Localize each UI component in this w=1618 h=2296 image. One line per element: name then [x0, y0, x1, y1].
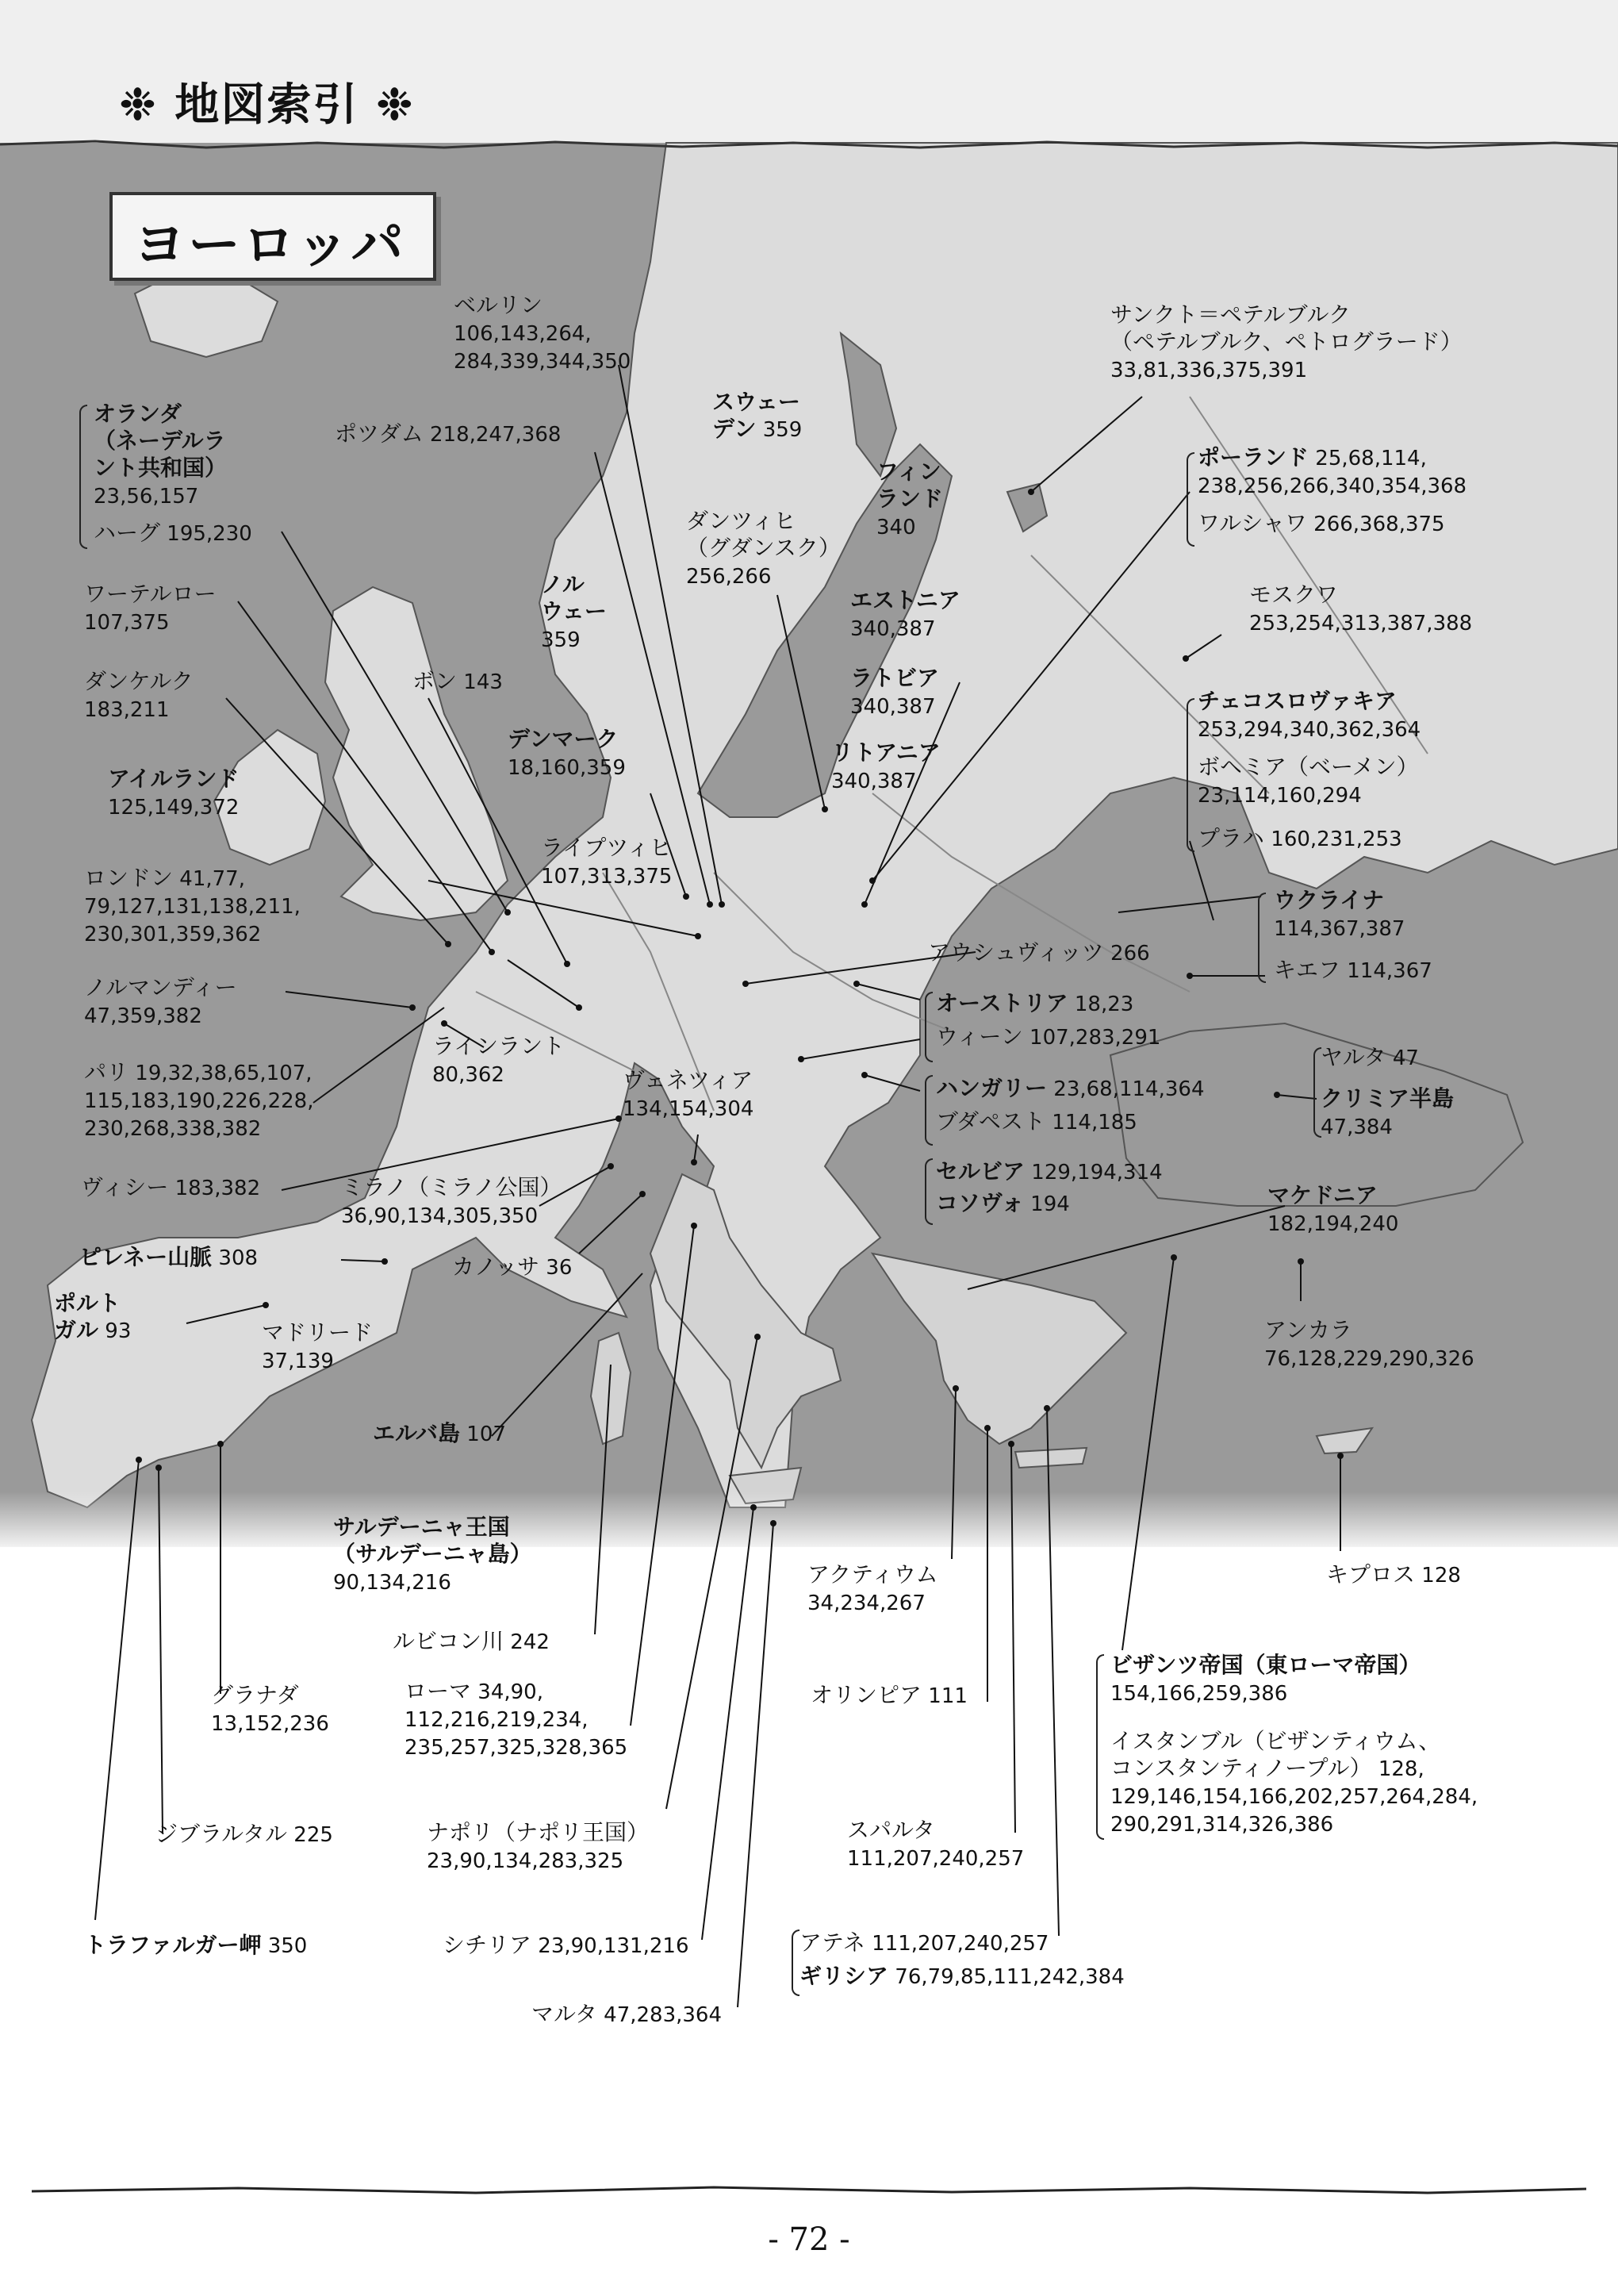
label-london: [84, 865, 301, 948]
page-refs: 93: [98, 1319, 132, 1343]
page-refs: 340: [876, 516, 916, 539]
region-title: ヨーロッパ: [133, 214, 406, 275]
label-budapest: [936, 1108, 1137, 1136]
page-refs: 76,79,85,111,242,384: [888, 1965, 1125, 1989]
place-name: チェコスロヴァキア: [1198, 688, 1397, 714]
place-name: フィン ランド: [876, 459, 944, 512]
place-name: ミラノ（ミラノ公国）: [341, 1174, 562, 1200]
place-name: トラファルガー岬: [84, 1932, 262, 1958]
place-name: エストニア: [850, 587, 960, 613]
bracket-netherlands: [79, 405, 87, 549]
place-name: リトアニア: [831, 739, 941, 766]
place-name: ウィーン: [936, 1023, 1023, 1050]
place-name: ハーグ: [94, 520, 161, 546]
page-refs: 359: [756, 418, 803, 442]
page-refs: 114,185: [1045, 1111, 1137, 1135]
page-refs: 23,68,114,364: [1047, 1077, 1205, 1101]
bracket-ukraine: [1258, 893, 1266, 983]
place-name: ノルマンディー: [84, 974, 237, 1000]
label-norway: [541, 571, 607, 654]
bracket-poland: [1187, 452, 1194, 547]
place-name: ダンツィヒ （グダンスク）: [686, 508, 841, 561]
place-name: ラトビア: [850, 665, 940, 691]
place-name: サンクト＝ペテルブルク （ペテルブルク、ペトログラード）: [1110, 301, 1463, 355]
label-portugal: [54, 1290, 131, 1345]
page-refs: 143: [457, 670, 503, 694]
place-name: オランダ （ネーデルラ ント共和国）: [94, 401, 228, 481]
label-auschwitz: [928, 939, 1150, 967]
page-refs: 218,247,368: [423, 423, 562, 447]
label-czechoslovakia: [1198, 688, 1421, 743]
bracket-serbia: [925, 1158, 933, 1225]
label-actium: [807, 1561, 938, 1617]
place-name: スパルタ: [847, 1817, 935, 1843]
page-refs: 107,283,291: [1022, 1026, 1161, 1050]
page-refs: 128: [1415, 1564, 1461, 1588]
label-lithuania: [831, 739, 941, 795]
label-yalta: [1321, 1044, 1419, 1072]
page-refs: 182,194,240: [1267, 1212, 1399, 1236]
label-hague: [94, 520, 252, 547]
place-name: モスクワ: [1249, 582, 1339, 608]
label-bohemia: [1198, 754, 1419, 809]
page-refs: 18,23: [1068, 993, 1134, 1016]
label-sparta: [847, 1817, 1024, 1872]
label-danzig: [686, 508, 841, 590]
page-refs: 18,160,359: [508, 756, 626, 780]
label-trafalgar: [84, 1932, 307, 1960]
bracket-hungary: [925, 1075, 933, 1146]
place-name: キプロス: [1326, 1561, 1416, 1588]
page-refs: 23,114,160,294: [1198, 784, 1362, 808]
label-dunkirk: [84, 668, 194, 724]
label-waterloo: [84, 581, 217, 636]
page-refs: 107: [460, 1423, 506, 1446]
page-refs: 128, 129,146,154,166,202,257,264,284, 290,291,314,326,386: [1110, 1757, 1478, 1837]
page-refs: 80,362: [432, 1063, 504, 1087]
place-name: ポルト ガル: [54, 1290, 121, 1343]
place-name: グラナダ: [211, 1682, 299, 1708]
page-refs: 129,194,314: [1025, 1161, 1163, 1184]
place-name: ポツダム: [335, 420, 424, 447]
place-name: ポーランド: [1198, 444, 1309, 470]
place-name: サルデーニャ王国 （サルデーニャ島）: [333, 1514, 532, 1567]
page-refs: 34,90, 112,216,219,234, 235,257,325,328,365: [404, 1680, 628, 1760]
page-refs: 225: [287, 1823, 333, 1847]
place-name: シチリア: [443, 1932, 532, 1958]
page-refs: 340,387: [850, 695, 936, 719]
page-refs: 266: [1103, 942, 1150, 966]
page-refs: 195,230: [160, 522, 252, 546]
place-name: クリミア半島: [1321, 1085, 1455, 1112]
label-finland: [876, 459, 943, 541]
label-leipzig: [541, 835, 672, 890]
label-kosovo: [936, 1190, 1070, 1218]
page-refs: 308: [212, 1246, 259, 1270]
label-latvia: [850, 665, 939, 720]
label-bonn: [412, 668, 503, 696]
label-rubicon: [393, 1628, 550, 1656]
place-name: ヤルタ: [1321, 1044, 1386, 1070]
label-byzantine: [1110, 1652, 1421, 1707]
label-gibraltar: [155, 1821, 333, 1849]
label-vienna: [936, 1023, 1160, 1051]
page-refs: 111,207,240,257: [847, 1847, 1025, 1871]
label-vichy: [81, 1174, 260, 1202]
label-sicily: [443, 1932, 689, 1960]
place-name: ライプツィヒ: [541, 835, 672, 861]
place-name: キエフ: [1274, 957, 1341, 983]
label-crimea: [1321, 1085, 1454, 1141]
place-name: ノル ウェー: [541, 571, 607, 624]
place-name: ウクライナ: [1274, 887, 1385, 913]
page-refs: 266,368,375: [1306, 513, 1445, 536]
page-refs: 76,128,229,290,326: [1264, 1347, 1474, 1371]
place-name: スウェー デン: [712, 389, 800, 442]
bracket-austria: [925, 992, 933, 1062]
label-berlin: [454, 292, 631, 375]
label-olympia: [811, 1682, 968, 1710]
label-greece: [799, 1963, 1125, 1991]
page-refs: 23,56,157: [94, 485, 199, 509]
page-refs: 90,134,216: [333, 1571, 451, 1595]
page-refs: 19,32,38,65,107, 115,183,190,226,228, 230,268,338,382: [84, 1062, 314, 1141]
place-name: ベルリン: [454, 292, 543, 318]
page-refs: 134,154,304: [623, 1097, 754, 1121]
label-denmark: [508, 726, 626, 781]
page-refs: 23,90,134,283,325: [427, 1849, 624, 1873]
place-name: ジブラルタル: [155, 1821, 288, 1847]
page-refs: 183,211: [84, 698, 170, 722]
page-refs: 350: [261, 1934, 308, 1958]
place-name: ギリシア: [799, 1963, 889, 1989]
place-name: ダンケルク: [84, 668, 194, 694]
label-kiev: [1274, 957, 1432, 985]
place-name: オーストリア: [936, 990, 1068, 1016]
label-st-petersburg: [1110, 301, 1463, 384]
label-sweden: [712, 389, 802, 443]
page-refs: 111: [922, 1684, 968, 1708]
page-refs: 34,234,267: [807, 1591, 926, 1615]
label-cyprus: [1326, 1561, 1461, 1589]
page-refs: 33,81,336,375,391: [1110, 359, 1308, 382]
bracket-czechoslovakia: [1187, 698, 1194, 852]
page-number: - 72 -: [768, 2221, 850, 2258]
place-name: ナポリ（ナポリ王国）: [427, 1819, 650, 1845]
place-name: マケドニア: [1267, 1182, 1378, 1208]
page-refs: 114,367,387: [1274, 917, 1405, 941]
place-name: アイルランド: [108, 766, 240, 792]
page-refs: 36: [539, 1256, 573, 1280]
label-moscow: [1249, 582, 1472, 637]
label-serbia: [936, 1158, 1163, 1186]
place-name: ヴィシー: [81, 1174, 169, 1200]
place-name: ボン: [412, 668, 458, 694]
place-name: カノッサ: [452, 1254, 540, 1280]
place-name: アクティウム: [807, 1561, 938, 1588]
label-poland: [1198, 444, 1467, 500]
page-refs: 340,387: [850, 617, 936, 641]
page-refs: 114,367: [1340, 959, 1432, 983]
page-refs: 242: [504, 1630, 550, 1654]
place-name: ラインラント: [432, 1033, 566, 1059]
label-paris: [84, 1059, 313, 1142]
page-refs: 13,152,236: [211, 1712, 329, 1736]
page-refs: 41,77, 79,127,131,138,211, 230,301,359,362: [84, 867, 301, 946]
bracket-athens: [792, 1929, 799, 1996]
place-name: ブダペスト: [936, 1108, 1046, 1135]
page-refs: 125,149,372: [108, 796, 240, 820]
label-warsaw: [1198, 510, 1445, 538]
label-rome: [404, 1678, 627, 1761]
place-name: ローマ: [404, 1678, 472, 1704]
label-elba: [373, 1420, 506, 1448]
label-netherlands: [94, 401, 227, 510]
place-name: エルバ島: [373, 1420, 461, 1446]
place-name: ロンドン: [84, 865, 174, 891]
label-ukraine: [1274, 887, 1405, 943]
label-rhineland: [432, 1033, 565, 1088]
page-refs: 340,387: [831, 770, 917, 793]
page-refs: 154,166,259,386: [1110, 1682, 1288, 1706]
label-madrid: [262, 1319, 373, 1375]
place-name: マルタ: [531, 2001, 597, 2027]
page-refs: 256,266: [686, 565, 772, 589]
page-refs: 23,90,131,216: [531, 1934, 689, 1958]
label-hungary: [936, 1075, 1205, 1103]
place-name: ワルシャワ: [1198, 510, 1307, 536]
place-name: イスタンブル（ビザンティウム、 コンスタンティノープル）: [1110, 1728, 1441, 1781]
label-canossa: [452, 1254, 572, 1281]
label-sardinia: [333, 1514, 532, 1596]
label-austria: [936, 990, 1133, 1018]
label-prague: [1198, 825, 1402, 853]
page-refs: 107,375: [84, 611, 170, 635]
page-refs: 183,382: [168, 1177, 261, 1200]
page-refs: 160,231,253: [1264, 827, 1402, 851]
crete-landmass: [1015, 1448, 1087, 1468]
label-potsdam: [335, 420, 561, 448]
place-name: オリンピア: [811, 1682, 922, 1708]
place-name: ヴェネツィア: [623, 1067, 753, 1093]
place-name: デンマーク: [508, 726, 619, 752]
place-name: アンカラ: [1264, 1317, 1352, 1343]
page-refs: 25,68,114, 238,256,266,340,354,368: [1198, 447, 1467, 498]
place-name: プラハ: [1198, 825, 1265, 851]
place-name: コソヴォ: [936, 1190, 1024, 1216]
label-macedonia: [1267, 1182, 1398, 1238]
bracket-byzantine: [1096, 1654, 1104, 1840]
place-name: ピレネー山脈: [79, 1244, 213, 1270]
page-refs: 111,207,240,257: [865, 1932, 1049, 1956]
page-refs: 47,384: [1321, 1115, 1393, 1139]
page-refs: 47,283,364: [596, 2003, 723, 2027]
place-name: ルビコン川: [393, 1628, 504, 1654]
place-name: ビザンツ帝国（東ローマ帝国）: [1110, 1652, 1421, 1678]
place-name: ワーテルロー: [84, 581, 217, 607]
place-name: パリ: [84, 1059, 129, 1085]
label-athens: [799, 1929, 1049, 1957]
page-refs: 106,143,264, 284,339,344,350: [454, 322, 631, 374]
label-milan: [341, 1174, 562, 1230]
page-refs: 107,313,375: [541, 865, 673, 889]
label-pyrenees: [79, 1244, 258, 1272]
label-malta: [531, 2001, 722, 2029]
page-refs: 253,254,313,387,388: [1249, 612, 1473, 635]
label-venice: [623, 1067, 753, 1123]
label-granada: [211, 1682, 329, 1737]
page-refs: 253,294,340,362,364: [1198, 718, 1421, 742]
page-refs: 359: [541, 628, 581, 652]
label-estonia: [850, 587, 960, 643]
page-refs: 37,139: [262, 1350, 334, 1373]
page-refs: 36,90,134,305,350: [341, 1204, 539, 1228]
place-name: アテネ: [799, 1929, 865, 1956]
page-refs: 194: [1023, 1192, 1070, 1216]
label-istanbul: [1110, 1728, 1478, 1838]
label-normandy: [84, 974, 237, 1030]
page-title: ❉ 地図索引 ❉: [119, 79, 415, 131]
page-refs: 47: [1386, 1046, 1419, 1070]
place-name: セルビア: [936, 1158, 1026, 1184]
place-name: ハンガリー: [936, 1075, 1048, 1101]
label-ireland: [108, 766, 239, 821]
label-ankara: [1264, 1317, 1474, 1373]
place-name: ボヘミア（ベーメン）: [1198, 754, 1419, 780]
place-name: マドリード: [262, 1319, 374, 1346]
place-name: アウシュヴィッツ: [928, 939, 1104, 966]
page-refs: 47,359,382: [84, 1004, 202, 1028]
label-naples: [427, 1819, 649, 1875]
